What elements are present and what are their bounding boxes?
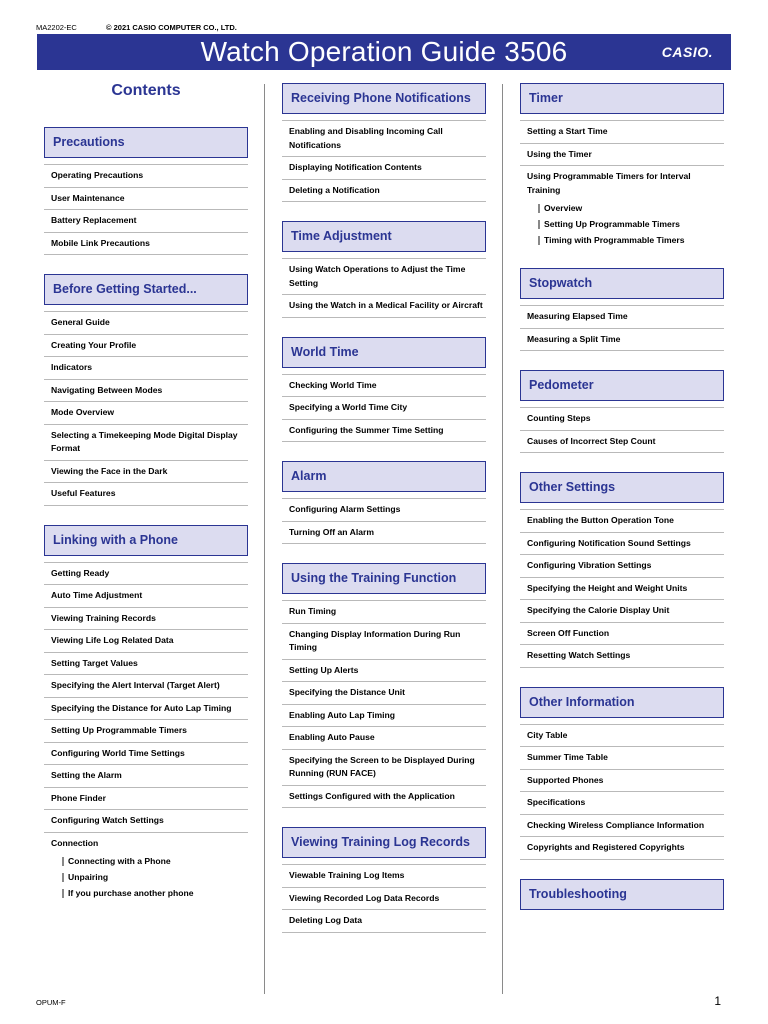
toc-link-enabling-auto-lap-timing[interactable]: Enabling Auto Lap Timing xyxy=(282,705,486,728)
toc-link-using-watch-operations-to-adjust-the-time-setting[interactable]: Using Watch Operations to Adjust the Time Setting xyxy=(282,258,486,295)
section-world-time[interactable]: World Time xyxy=(282,337,486,368)
footer-code: OPUM-F xyxy=(36,998,66,1007)
toc-link-summer-time-table[interactable]: Summer Time Table xyxy=(520,747,724,770)
document-code xyxy=(36,23,237,32)
section-gap xyxy=(520,351,724,370)
toc-link-navigating-between-modes[interactable]: Navigating Between Modes xyxy=(44,380,248,403)
section-before-getting-started[interactable]: Before Getting Started... xyxy=(44,274,248,305)
toc-link-selecting-a-timekeeping-mode-digital-display-format[interactable]: Selecting a Timekeeping Mode Digital Display Format xyxy=(44,425,248,461)
toc-link-screen-off-function[interactable]: Screen Off Function xyxy=(520,623,724,646)
section-timer[interactable]: Timer xyxy=(520,83,724,114)
toc-link-settings-configured-with-the-application[interactable]: Settings Configured with the Application xyxy=(282,786,486,809)
toc-link-checking-world-time[interactable]: Checking World Time xyxy=(282,374,486,398)
toc-link-setting-up-programmable-timers[interactable]: Setting Up Programmable Timers xyxy=(44,720,248,743)
toc-sublink-if-you-purchase-another-phone[interactable]: If you purchase another phone xyxy=(44,886,248,902)
casio-logo: CASIO. xyxy=(661,44,713,60)
column-divider-right xyxy=(502,84,503,994)
toc-link-counting-steps[interactable]: Counting Steps xyxy=(520,407,724,431)
toc-link-turning-off-an-alarm[interactable]: Turning Off an Alarm xyxy=(282,522,486,545)
toc-link-indicators[interactable]: Indicators xyxy=(44,357,248,380)
toc-link-checking-wireless-compliance-information[interactable]: Checking Wireless Compliance Information xyxy=(520,815,724,838)
toc-link-getting-ready[interactable]: Getting Ready xyxy=(44,562,248,586)
title-banner xyxy=(37,34,731,70)
toc-sublink-connecting-with-a-phone[interactable]: Connecting with a Phone xyxy=(44,854,248,870)
toc-link-configuring-alarm-settings[interactable]: Configuring Alarm Settings xyxy=(282,498,486,522)
toc-link-setting-target-values[interactable]: Setting Target Values xyxy=(44,653,248,676)
section-troubleshooting[interactable]: Troubleshooting xyxy=(520,879,724,910)
toc-link-useful-features[interactable]: Useful Features xyxy=(44,483,248,506)
toc-link-resetting-watch-settings[interactable]: Resetting Watch Settings xyxy=(520,645,724,668)
page-title: Watch Operation Guide 3506 xyxy=(200,36,568,67)
section-receiving-phone-notifications[interactable]: Receiving Phone Notifications xyxy=(282,83,486,114)
section-other-settings[interactable]: Other Settings xyxy=(520,472,724,503)
toc-link-city-table[interactable]: City Table xyxy=(520,724,724,748)
toc-link-setting-the-alarm[interactable]: Setting the Alarm xyxy=(44,765,248,788)
toc-link-mobile-link-precautions[interactable]: Mobile Link Precautions xyxy=(44,233,248,256)
toc-link-viewing-recorded-log-data-records[interactable]: Viewing Recorded Log Data Records xyxy=(282,888,486,911)
toc-link-changing-display-information-during-run-timing[interactable]: Changing Display Information During Run Timing xyxy=(282,624,486,660)
toc-link-configuring-world-time-settings[interactable]: Configuring World Time Settings xyxy=(44,743,248,766)
section-stopwatch[interactable]: Stopwatch xyxy=(520,268,724,299)
section-gap xyxy=(520,453,724,472)
toc-link-using-the-timer[interactable]: Using the Timer xyxy=(520,144,724,167)
toc-link-enabling-auto-pause[interactable]: Enabling Auto Pause xyxy=(282,727,486,750)
toc-link-connection[interactable]: Connection xyxy=(51,837,99,848)
toc-link-run-timing[interactable]: Run Timing xyxy=(282,600,486,624)
toc-link-specifying-a-world-time-city[interactable]: Specifying a World Time City xyxy=(282,397,486,420)
toc-link-viewable-training-log-items[interactable]: Viewable Training Log Items xyxy=(282,864,486,888)
toc-link-mode-overview[interactable]: Mode Overview xyxy=(44,402,248,425)
toc-link-configuring-notification-sound-settings[interactable]: Configuring Notification Sound Settings xyxy=(520,533,724,556)
section-gap xyxy=(520,668,724,687)
contents-heading: Contents xyxy=(111,82,181,99)
toc-link-auto-time-adjustment[interactable]: Auto Time Adjustment xyxy=(44,585,248,608)
section-using-the-training-function[interactable]: Using the Training Function xyxy=(282,563,486,594)
toc-link-viewing-the-face-in-the-dark[interactable]: Viewing the Face in the Dark xyxy=(44,461,248,484)
toc-link-configuring-watch-settings[interactable]: Configuring Watch Settings xyxy=(44,810,248,833)
toc-link-specifying-the-height-and-weight-units[interactable]: Specifying the Height and Weight Units xyxy=(520,578,724,601)
toc-link-viewing-training-records[interactable]: Viewing Training Records xyxy=(44,608,248,631)
section-other-information[interactable]: Other Information xyxy=(520,687,724,718)
doc-code: MA2202-EC xyxy=(36,23,77,32)
toc-link-creating-your-profile[interactable]: Creating Your Profile xyxy=(44,335,248,358)
section-linking-with-a-phone[interactable]: Linking with a Phone xyxy=(44,525,248,556)
toc-link-copyrights-and-registered-copyrights[interactable]: Copyrights and Registered Copyrights xyxy=(520,837,724,860)
toc-sublink-overview[interactable]: Overview xyxy=(520,201,724,217)
toc-link-setting-up-alerts[interactable]: Setting Up Alerts xyxy=(282,660,486,683)
toc-link-specifying-the-screen-to-be-displayed-during-running-run-face[interactable]: Specifying the Screen to be Displayed During Running (RUN FACE) xyxy=(282,750,486,786)
section-gap xyxy=(44,506,248,525)
toc-link-specifying-the-distance-for-auto-lap-timing[interactable]: Specifying the Distance for Auto Lap Timing xyxy=(44,698,248,721)
toc-link-displaying-notification-contents[interactable]: Displaying Notification Contents xyxy=(282,157,486,180)
section-gap xyxy=(520,860,724,879)
toc-sublink-timing-with-programmable-timers[interactable]: Timing with Programmable Timers xyxy=(520,233,724,249)
toc-column-2 xyxy=(282,83,486,933)
toc-link-supported-phones[interactable]: Supported Phones xyxy=(520,770,724,793)
section-gap xyxy=(282,202,486,221)
toc-link-specifying-the-alert-interval-target-alert[interactable]: Specifying the Alert Interval (Target Alert) xyxy=(44,675,248,698)
toc-link-using-the-watch-in-a-medical-facility-or-aircraft[interactable]: Using the Watch in a Medical Facility or Aircraft xyxy=(282,295,486,318)
column-divider-left xyxy=(264,84,265,994)
toc-link-configuring-vibration-settings[interactable]: Configuring Vibration Settings xyxy=(520,555,724,578)
toc-column-1 xyxy=(44,127,248,902)
toc-link-enabling-and-disabling-incoming-call-notifications[interactable]: Enabling and Disabling Incoming Call Notifications xyxy=(282,120,486,157)
toc-link-causes-of-incorrect-step-count[interactable]: Causes of Incorrect Step Count xyxy=(520,431,724,454)
toc-link-specifications[interactable]: Specifications xyxy=(520,792,724,815)
toc-link-battery-replacement[interactable]: Battery Replacement xyxy=(44,210,248,233)
section-time-adjustment[interactable]: Time Adjustment xyxy=(282,221,486,252)
toc-link-deleting-a-notification[interactable]: Deleting a Notification xyxy=(282,180,486,203)
toc-link-configuring-the-summer-time-setting[interactable]: Configuring the Summer Time Setting xyxy=(282,420,486,443)
section-gap xyxy=(282,442,486,461)
toc-link-viewing-life-log-related-data[interactable]: Viewing Life Log Related Data xyxy=(44,630,248,653)
section-precautions[interactable]: Precautions xyxy=(44,127,248,158)
section-viewing-training-log-records[interactable]: Viewing Training Log Records xyxy=(282,827,486,858)
section-gap xyxy=(44,255,248,274)
toc-link-operating-precautions[interactable]: Operating Precautions xyxy=(44,164,248,188)
toc-column-3 xyxy=(520,83,724,916)
toc-link-specifying-the-calorie-display-unit[interactable]: Specifying the Calorie Display Unit xyxy=(520,600,724,623)
toc-link-measuring-elapsed-time[interactable]: Measuring Elapsed Time xyxy=(520,305,724,329)
toc-sublink-setting-up-programmable-timers[interactable]: Setting Up Programmable Timers xyxy=(520,217,724,233)
copyright: © 2021 CASIO COMPUTER CO., LTD. xyxy=(106,23,237,32)
section-gap xyxy=(282,808,486,827)
section-pedometer[interactable]: Pedometer xyxy=(520,370,724,401)
toc-link-deleting-log-data[interactable]: Deleting Log Data xyxy=(282,910,486,933)
toc-link-enabling-the-button-operation-tone[interactable]: Enabling the Button Operation Tone xyxy=(520,509,724,533)
toc-link-specifying-the-distance-unit[interactable]: Specifying the Distance Unit xyxy=(282,682,486,705)
section-gap xyxy=(520,249,724,268)
section-gap xyxy=(282,544,486,563)
toc-link-general-guide[interactable]: General Guide xyxy=(44,311,248,335)
page-number: 1 xyxy=(714,994,721,1008)
toc-link-using-programmable-timers-for-interval-training[interactable]: Using Programmable Timers for Interval Training xyxy=(527,171,691,195)
toc-link-user-maintenance[interactable]: User Maintenance xyxy=(44,188,248,211)
section-alarm[interactable]: Alarm xyxy=(282,461,486,492)
toc-link-setting-a-start-time[interactable]: Setting a Start Time xyxy=(520,120,724,144)
toc-link-phone-finder[interactable]: Phone Finder xyxy=(44,788,248,811)
toc-link-measuring-a-split-time[interactable]: Measuring a Split Time xyxy=(520,329,724,352)
toc-sublink-unpairing[interactable]: Unpairing xyxy=(44,870,248,886)
section-gap xyxy=(282,318,486,337)
